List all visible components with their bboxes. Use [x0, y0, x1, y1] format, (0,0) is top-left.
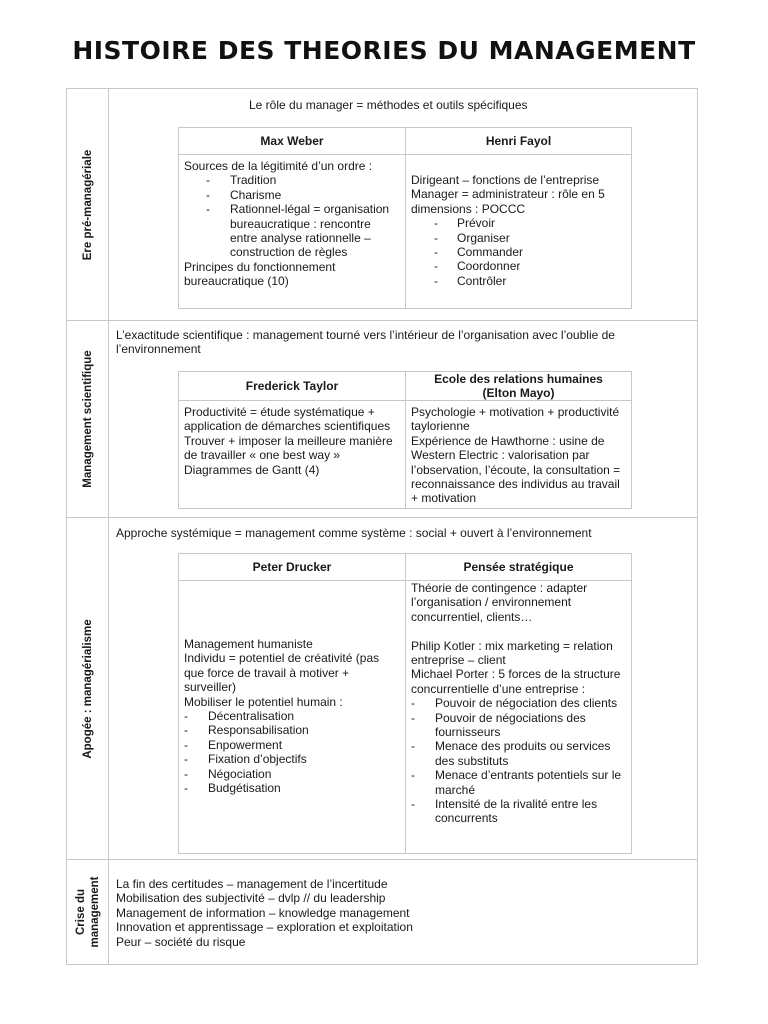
section-label-cell [67, 860, 109, 964]
list-item: - Menace d’entrants potentiels sur le marché [411, 768, 626, 797]
list-item: - Budgétisation [184, 781, 400, 795]
section-label-cell [67, 518, 109, 859]
list-item: - Charisme [184, 188, 400, 202]
column-body: Management humaniste Individu = potentiel de créativité (pas que force de travail à motiver + surveiller) Mobiliser le potentiel humain : - Décentralisation - Responsabilisation - Enpowerment - Fixation d’objectifs - Négociation - Budgétisation [179, 637, 405, 795]
column-body: Théorie de contingence : adapter l’organisation / environnement concurrentiel, clients… Philip Kotler : mix marketing = relation entreprise – client Michael Porter : 5 forces de la structure concurrentielle d’une entreprise : - Pouvoir de négociation des clients - Pouvoir de négociations des fournisseurs - Menace des produits ou services des substituts - Menace d’entrants potentiels sur le marché - Intensité de la rivalité entre les concurrents [406, 581, 631, 826]
column-body: Psychologie + motivation + productivité taylorienne Expérience de Hawthorne : usine de Western Electric : valorisation par l’observation, l’écoute, la consultation = reconnaissance des individus au travail + motivation [411, 405, 621, 506]
comparison-table [178, 371, 632, 509]
list-item: - Négociation [184, 767, 400, 781]
column-header: Max Weber [179, 128, 405, 155]
section-management-scientifique [67, 321, 697, 518]
section-label: Ere pré-managériale [82, 149, 94, 260]
comparison-table [178, 553, 632, 854]
list-item: - Décentralisation [184, 709, 400, 723]
column-header: Peter Drucker [179, 554, 405, 581]
list-item: - Enpowerment [184, 738, 400, 752]
list-item: - Pouvoir de négociation des clients [411, 696, 626, 710]
list-item: - Prévoir [411, 216, 626, 230]
list-item: - Commander [411, 245, 626, 259]
column-body: Sources de la légitimité d’un ordre : - Tradition - Charisme - Rationnel-légal = organisation bureaucratique : rencontre entre analyse rationnelle – construction de règles Principes du fonctionnement bureaucratique (10) [179, 159, 405, 289]
column-header: Frederick Taylor [179, 372, 405, 401]
section-ere-pre-manageriale [67, 89, 697, 321]
section-label-cell [67, 321, 109, 517]
section-intro: L’exactitude scientifique : management tourné vers l’intérieur de l’organisation avec l’oublie de l’environnement [116, 328, 615, 357]
list-item: - Intensité de la rivalité entre les concurrents [411, 797, 626, 826]
list-item: - Menace des produits ou services des substituts [411, 739, 626, 768]
list-item: - Pouvoir de négociations des fournisseurs [411, 711, 626, 740]
management-history-table [66, 88, 698, 965]
list-item: - Responsabilisation [184, 723, 400, 737]
list-item: - Tradition [184, 173, 400, 187]
list-item: - Organiser [411, 231, 626, 245]
column-body: Productivité = étude systématique + application de démarches scientifiques Trouver + imposer la meilleure manière de travailler « one best way » Diagrammes de Gantt (4) [184, 405, 393, 477]
column-header: Pensée stratégique [406, 554, 631, 581]
column-body: Dirigeant – fonctions de l’entreprise Manager = administrateur : rôle en 5 dimensions : POCCC - Prévoir - Organiser - Commander - Coordonner - Contrôler [406, 173, 631, 288]
section-label: Apogée : managérialisme [82, 618, 94, 759]
list-item: - Contrôler [411, 274, 626, 288]
section-label: Management scientifique [82, 350, 94, 488]
column-header: Ecole des relations humaines (Elton Mayo) [406, 372, 631, 401]
column-header: Henri Fayol [406, 128, 631, 155]
page-title: HISTOIRE DES THEORIES DU MANAGEMENT [72, 36, 696, 65]
comparison-table [178, 127, 632, 309]
section-crise-du-management [67, 860, 697, 964]
section-body: La fin des certitudes – management de l’incertitude Mobilisation des subjectivité – dvlp // du leadership Management de information – knowledge management Innovation et apprentissage – exploration et exploitation Peur – société du risque [116, 877, 413, 949]
list-item: - Rationnel-légal = organisation bureaucratique : rencontre entre analyse rationnelle – construction de règles [184, 202, 400, 260]
section-apogee-managerialisme [67, 518, 697, 860]
list-item: - Fixation d’objectifs [184, 752, 400, 766]
section-intro: Le rôle du manager = méthodes et outils spécifiques [249, 98, 528, 112]
section-intro: Approche systémique = management comme système : social + ouvert à l’environnement [116, 526, 592, 540]
list-item: - Coordonner [411, 259, 626, 273]
section-label-cell [67, 89, 109, 320]
section-label: Crise du management [75, 876, 101, 948]
